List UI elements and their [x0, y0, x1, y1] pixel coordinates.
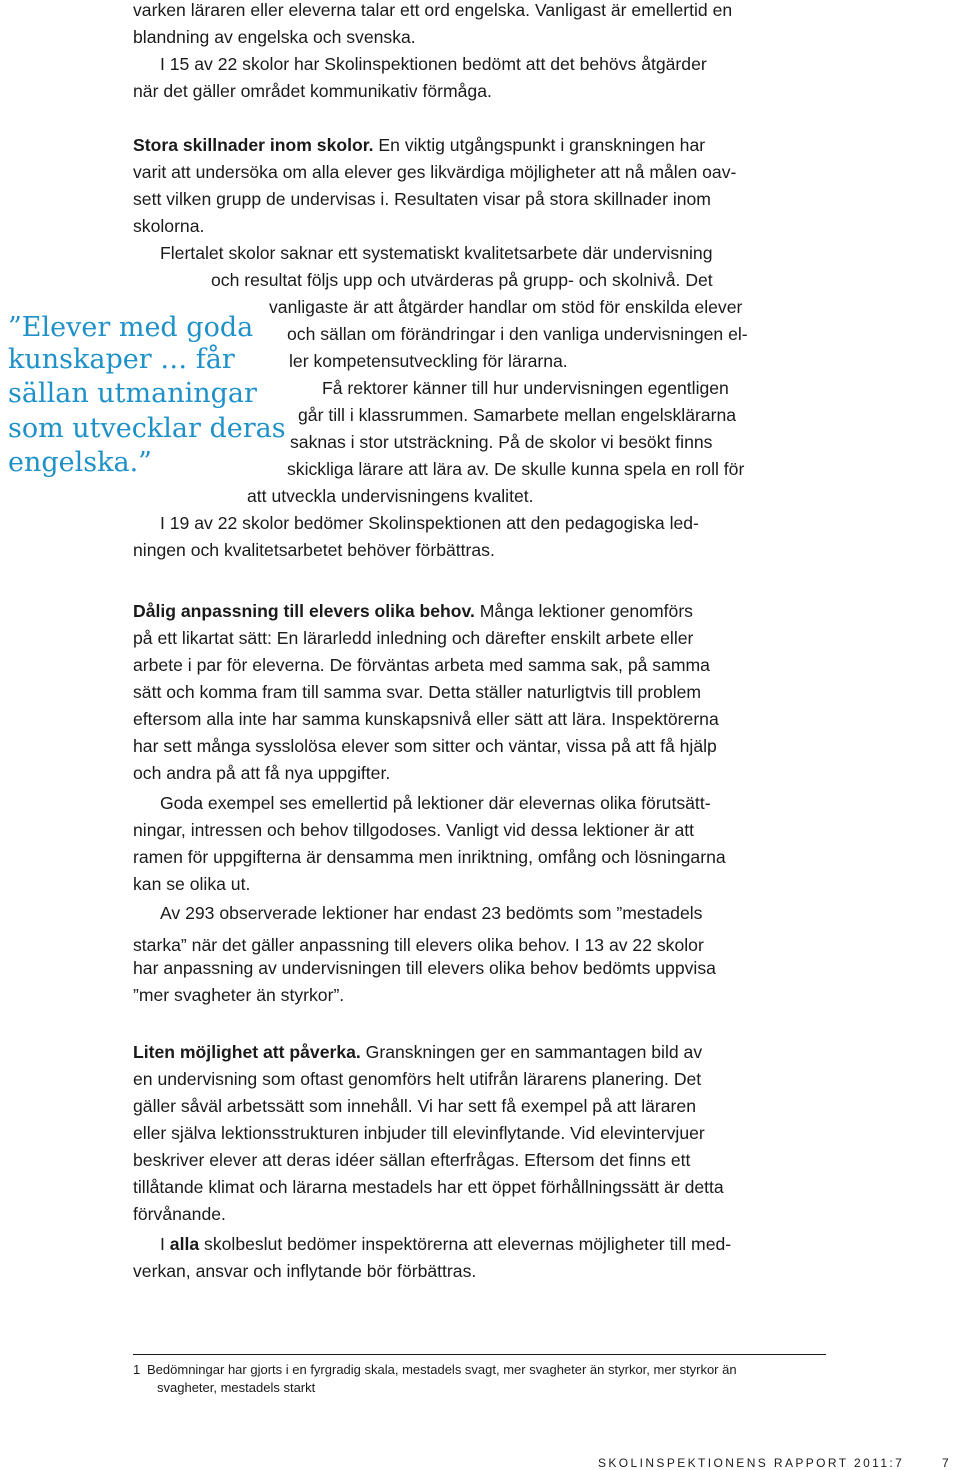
body-text-line: sett vilken grupp de undervisas i. Resultaten visar på stora skillnader inom: [133, 189, 711, 209]
footnote-number: 1: [133, 1362, 141, 1377]
body-text-line: skolorna.: [133, 216, 205, 236]
body-text-line: Goda exempel ses emellertid på lektioner där elevernas olika förutsätt-: [160, 793, 711, 813]
body-text-line: saknas i stor utsträckning. På de skolor vi besökt finns: [290, 432, 713, 452]
body-text: Granskningen ger en sammantagen bild av: [360, 1042, 703, 1062]
body-text-line: och sällan om förändringar i den vanliga undervisningen el-: [287, 324, 748, 344]
body-text-line: en undervisning som oftast genomförs helt utifrån lärarens planering. Det: [133, 1069, 702, 1089]
pull-quote-line: som utvecklar deras: [8, 413, 286, 444]
body-text-line: förvånande.: [133, 1204, 226, 1224]
body-text-line: att utveckla undervisningens kvalitet.: [247, 486, 534, 506]
body-text-line: Få rektorer känner till hur undervisningen egentligen: [322, 378, 729, 398]
footnote-text: Bedömningar har gjorts i en fyrgradig skala, mestadels svagt, mer svagheter än styrkor, mer styrkor än: [147, 1362, 737, 1377]
body-text-line: och resultat följs upp och utvärderas på grupp- och skolnivå. Det: [211, 270, 713, 290]
body-text-line: varit att undersöka om alla elever ges likvärdiga möjligheter att nå målen oav-: [133, 162, 737, 182]
emphasis: alla: [169, 1234, 200, 1254]
body-text-line: eller själva lektionsstrukturen inbjuder till elevinflytande. Vid elevintervjuer: [133, 1123, 705, 1143]
body-text-line: verkan, ansvar och inflytande bör förbättras.: [133, 1261, 477, 1281]
footnote-text: svagheter, mestadels starkt: [157, 1380, 316, 1395]
body-text-line: på ett likartat sätt: En lärarledd inledning och därefter enskilt arbete eller: [133, 628, 694, 648]
body-text-line: ningen och kvalitetsarbetet behöver förbättras.: [133, 540, 495, 560]
body-text-line: Flertalet skolor saknar ett systematiskt kvalitetsarbete där undervisning: [160, 243, 713, 263]
body-text-line: varken läraren eller eleverna talar ett ord engelska. Vanligast är emellertid en: [133, 0, 733, 20]
section-paragraph: [133, 598, 693, 625]
body-text-line: gäller såväl arbetssätt som innehåll. Vi har sett få exempel på att läraren: [133, 1096, 696, 1116]
body-text-line: beskriver elever att deras idéer sällan efterfrågas. Eftersom det finns ett: [133, 1150, 691, 1170]
body-text-line: ”mer svagheter än styrkor”.: [133, 985, 345, 1005]
body-text-line: när det gäller området kommunikativ förmåga.: [133, 81, 492, 101]
page-number: 7: [942, 1456, 952, 1470]
body-text-line: arbete i par för eleverna. De förväntas arbeta med samma sak, på samma: [133, 655, 710, 675]
body-text-line: sätt och komma fram till samma svar. Detta ställer naturligtvis till problem: [133, 682, 702, 702]
body-text: starka”: [133, 934, 187, 955]
body-text-line: går till i klassrummen. Samarbete mellan engelsklärarna: [298, 405, 737, 425]
body-text-line: har anpassning av undervisningen till elevers olika behov bedömts uppvisa: [133, 958, 716, 978]
body-text-line: skickliga lärare att lära av. De skulle kunna spela en roll för: [287, 459, 745, 479]
section-paragraph: [133, 132, 705, 159]
body-text-line: Av 293 observerade lektioner har endast 23 bedömts som ”mestadels: [160, 903, 703, 923]
body-text-line: I 15 av 22 skolor har Skolinspektionen bedömt att det behövs åtgärder: [160, 54, 707, 74]
section-paragraph: [133, 1039, 702, 1066]
body-text-line: [160, 1231, 731, 1258]
body-text-line: ningar, intressen och behov tillgodoses. Vanligt vid dessa lektioner är att: [133, 820, 695, 840]
body-text: när det gäller anpassning till elevers olika behov. I 13 av 22 skolor: [186, 934, 704, 955]
body-text: I: [160, 1234, 170, 1254]
body-text: skolbeslut bedömer inspektörerna att elevernas möjligheter till med-: [199, 1234, 732, 1254]
body-text: En viktig utgångspunkt i granskningen har: [373, 135, 706, 155]
pull-quote-line: engelska.”: [8, 447, 152, 478]
report-title: SKOLINSPEKTIONENS RAPPORT 2011:7: [598, 1456, 905, 1470]
footnote-divider: [133, 1354, 826, 1355]
pull-quote-line: kunskaper … får: [8, 344, 235, 375]
body-text-line: ler kompetensutveckling för lärarna.: [289, 351, 568, 371]
body-text-line: vanligaste är att åtgärder handlar om stöd för enskilda elever: [269, 297, 743, 317]
body-text: Många lektioner genomförs: [474, 601, 693, 621]
section-heading: Liten möjlighet att påverka.: [133, 1042, 361, 1062]
section-heading: Dålig anpassning till elevers olika behov.: [133, 601, 475, 621]
body-text-line: I 19 av 22 skolor bedömer Skolinspektionen att den pedagogiska led-: [160, 513, 699, 533]
pull-quote-line: ”Elever med goda: [8, 312, 254, 343]
body-text-line: har sett många sysslolösa elever som sitter och väntar, vissa på att få hjälp: [133, 736, 717, 756]
body-text-line: blandning av engelska och svenska.: [133, 27, 416, 47]
section-heading: Stora skillnader inom skolor.: [133, 135, 374, 155]
pull-quote-line: sällan utmaningar: [8, 378, 257, 409]
body-text-line: ramen för uppgifterna är densamma men inriktning, omfång och lösningarna: [133, 847, 726, 867]
body-text-line: och andra på att få nya uppgifter.: [133, 763, 391, 783]
body-text-line: kan se olika ut.: [133, 874, 251, 894]
body-text-line: eftersom alla inte har samma kunskapsnivå eller sätt att lära. Inspektörerna: [133, 709, 719, 729]
body-text-line: tillåtande klimat och lärarna mestadels har ett öppet förhållningssätt är detta: [133, 1177, 724, 1197]
